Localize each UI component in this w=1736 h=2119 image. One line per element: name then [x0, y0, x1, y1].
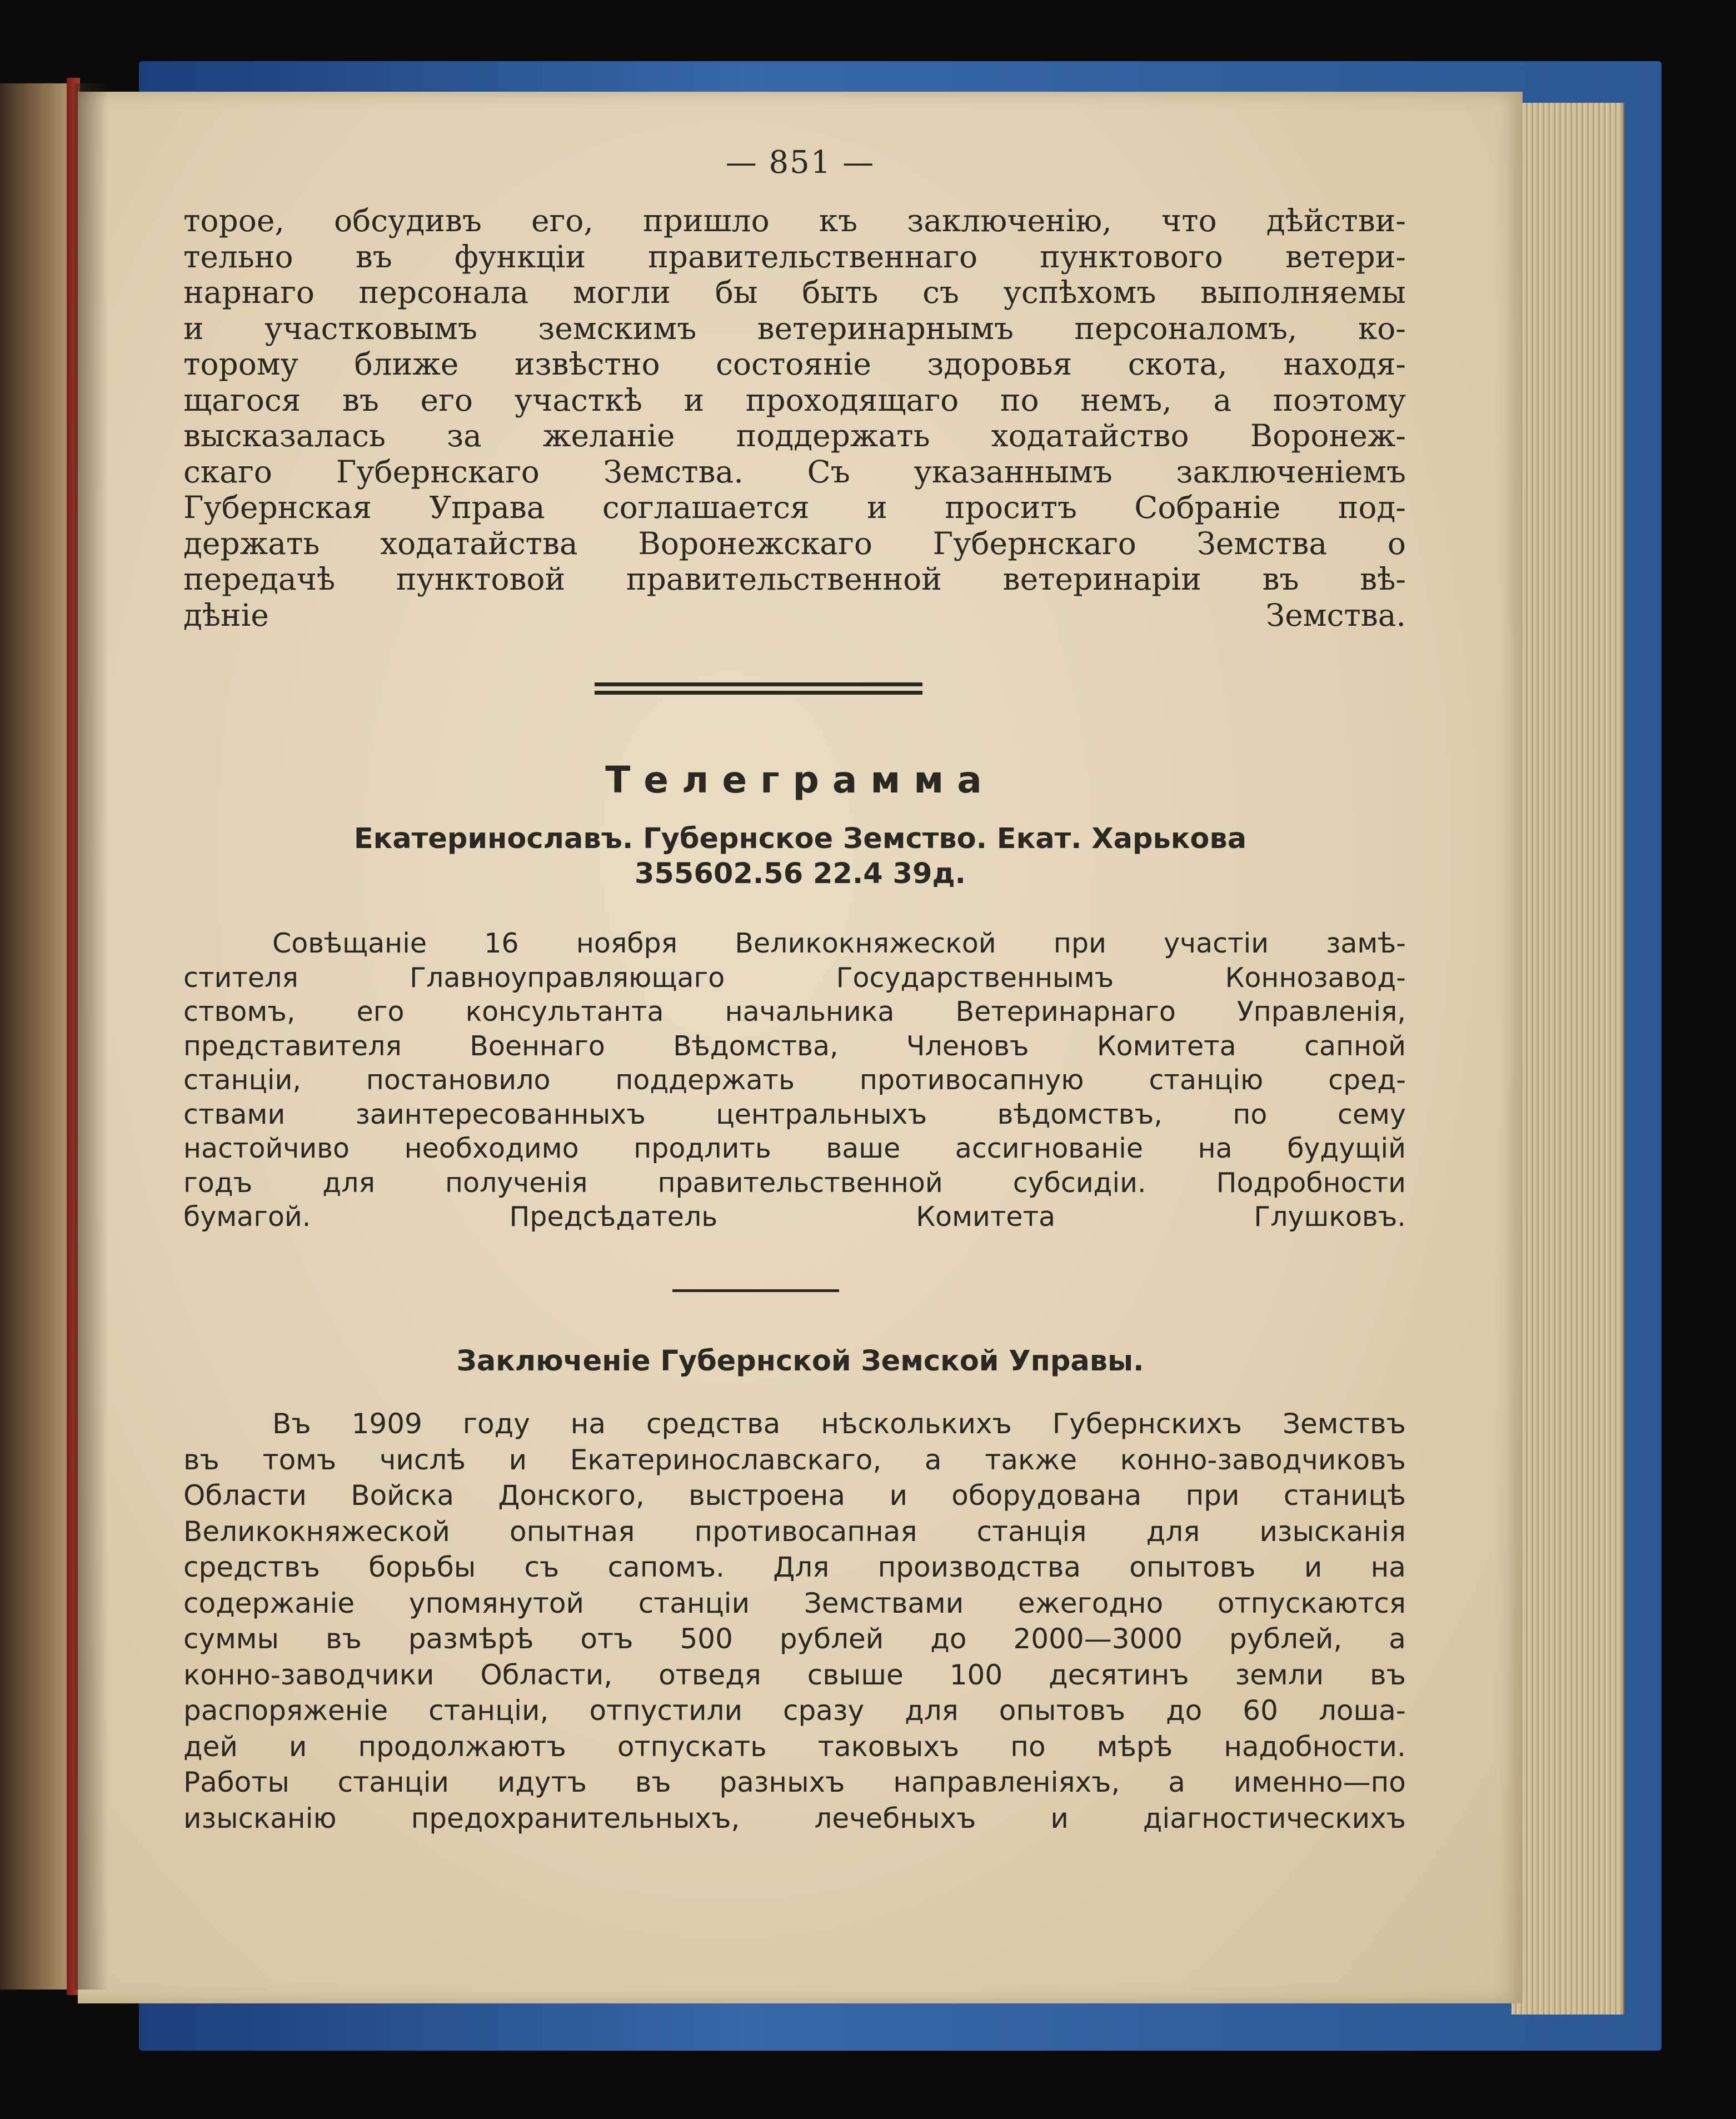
text-line: скаго Губернскаго Земства. Съ указаннымъ заключеніемъ	[183, 453, 1406, 490]
text-line: ствами заинтересованныхъ центральныхъ вѣдомствъ, по сему	[183, 1098, 1406, 1130]
page-number: — 851 —	[725, 144, 875, 181]
book-page	[78, 92, 1523, 2003]
text-line: представителя Военнаго Вѣдомства, Членовъ Комитета сапной	[183, 1030, 1406, 1062]
text-line: станціи, постановило поддержать противосапную станцію сред-	[183, 1064, 1406, 1096]
telegram-address: Екатеринославъ. Губернское Земство. Екат. Харькова	[353, 822, 1247, 855]
text-line: въ томъ числѣ и Екатеринославскаго, а также конно-заводчиковъ	[183, 1443, 1406, 1476]
paragraph-continuation	[183, 203, 1406, 633]
text-line: Совѣщаніе 16 ноября Великокняжеской при участіи замѣ-	[272, 928, 1406, 959]
text-line: передачѣ пунктовой правительственной ветеринаріи въ вѣ-	[183, 561, 1406, 597]
text-line: и участковымъ земскимъ ветеринарнымъ персоналомъ, ко-	[183, 310, 1406, 346]
text-line: торому ближе извѣстно состояніе здоровья скота, находя-	[183, 346, 1406, 382]
text-line: Губернская Управа соглашается и проситъ Собраніе под-	[183, 490, 1406, 525]
telegram-code: 355602.56 22.4 39д.	[634, 857, 966, 890]
section-divider	[672, 1289, 839, 1292]
text-line: тельно въ функціи правительственнаго пунктового ветери-	[183, 238, 1406, 275]
text-line: щагося въ его участкѣ и проходящаго по немъ, а поэтому	[183, 382, 1406, 418]
book-gutter-shadow	[75, 83, 108, 1990]
section-divider-double	[595, 682, 922, 695]
text-line: суммы въ размѣрѣ отъ 500 рублей до 2000—3000 рублей, а	[183, 1623, 1406, 1655]
text-line: держать ходатайства Воронежскаго Губернскаго Земства о	[183, 525, 1406, 561]
text-line: бумагой. Предсѣдатель Комитета Глушковъ.	[183, 1201, 1406, 1233]
text-line: стителя Главноуправляющаго Государственнымъ Коннозавод-	[183, 961, 1406, 994]
conclusion-body	[183, 1406, 1406, 1836]
text-line: нарнаго персонала могли бы быть съ успѣхомъ выполняемы	[183, 275, 1406, 310]
text-line: средствъ борьбы съ сапомъ. Для производства опытовъ и на	[183, 1551, 1406, 1583]
text-line: дѣніе Земства.	[183, 597, 1406, 633]
text-line: Великокняжеской опытная противосапная станція для изысканія	[183, 1515, 1406, 1548]
text-line: дей и продолжаютъ отпускать таковыхъ по мѣрѣ надобности.	[183, 1730, 1406, 1763]
page-edges-stack	[1511, 103, 1624, 2015]
text-line: высказалась за желаніе поддержать ходатайство Воронеж-	[183, 418, 1406, 453]
text-line: распоряженіе станціи, отпустили сразу для опытовъ до 60 лоша-	[183, 1694, 1406, 1727]
text-line: содержаніе упомянутой станціи Земствами ежегодно отпускаются	[183, 1587, 1406, 1619]
previous-page	[0, 83, 78, 1990]
text-line: изысканію предохранительныхъ, лечебныхъ и діагностическихъ	[183, 1802, 1406, 1834]
conclusion-heading: Заключеніе Губернской Земской Управы.	[456, 1345, 1144, 1378]
telegram-heading: Телеграмма	[605, 759, 995, 801]
text-line: годъ для полученія правительственной субсидіи. Подробности	[183, 1166, 1406, 1199]
telegram-body	[183, 926, 1406, 1234]
text-line: Работы станціи идутъ въ разныхъ направленіяхъ, а именно—по	[183, 1766, 1406, 1798]
text-line: Въ 1909 году на средства нѣсколькихъ Губернскихъ Земствъ	[272, 1408, 1406, 1440]
text-line: торое, обсудивъ его, пришло къ заключенію, что дѣйстви-	[183, 203, 1406, 238]
text-line: конно-заводчики Области, отведя свыше 100 десятинъ земли въ	[183, 1658, 1406, 1691]
text-line: ствомъ, его консультанта начальника Ветеринарнаго Управленія,	[183, 996, 1406, 1028]
text-line: Области Войска Донского, выстроена и оборудована при станицѣ	[183, 1479, 1406, 1512]
text-line: настойчиво необходимо продлить ваше ассигнованіе на будущій	[183, 1133, 1406, 1164]
